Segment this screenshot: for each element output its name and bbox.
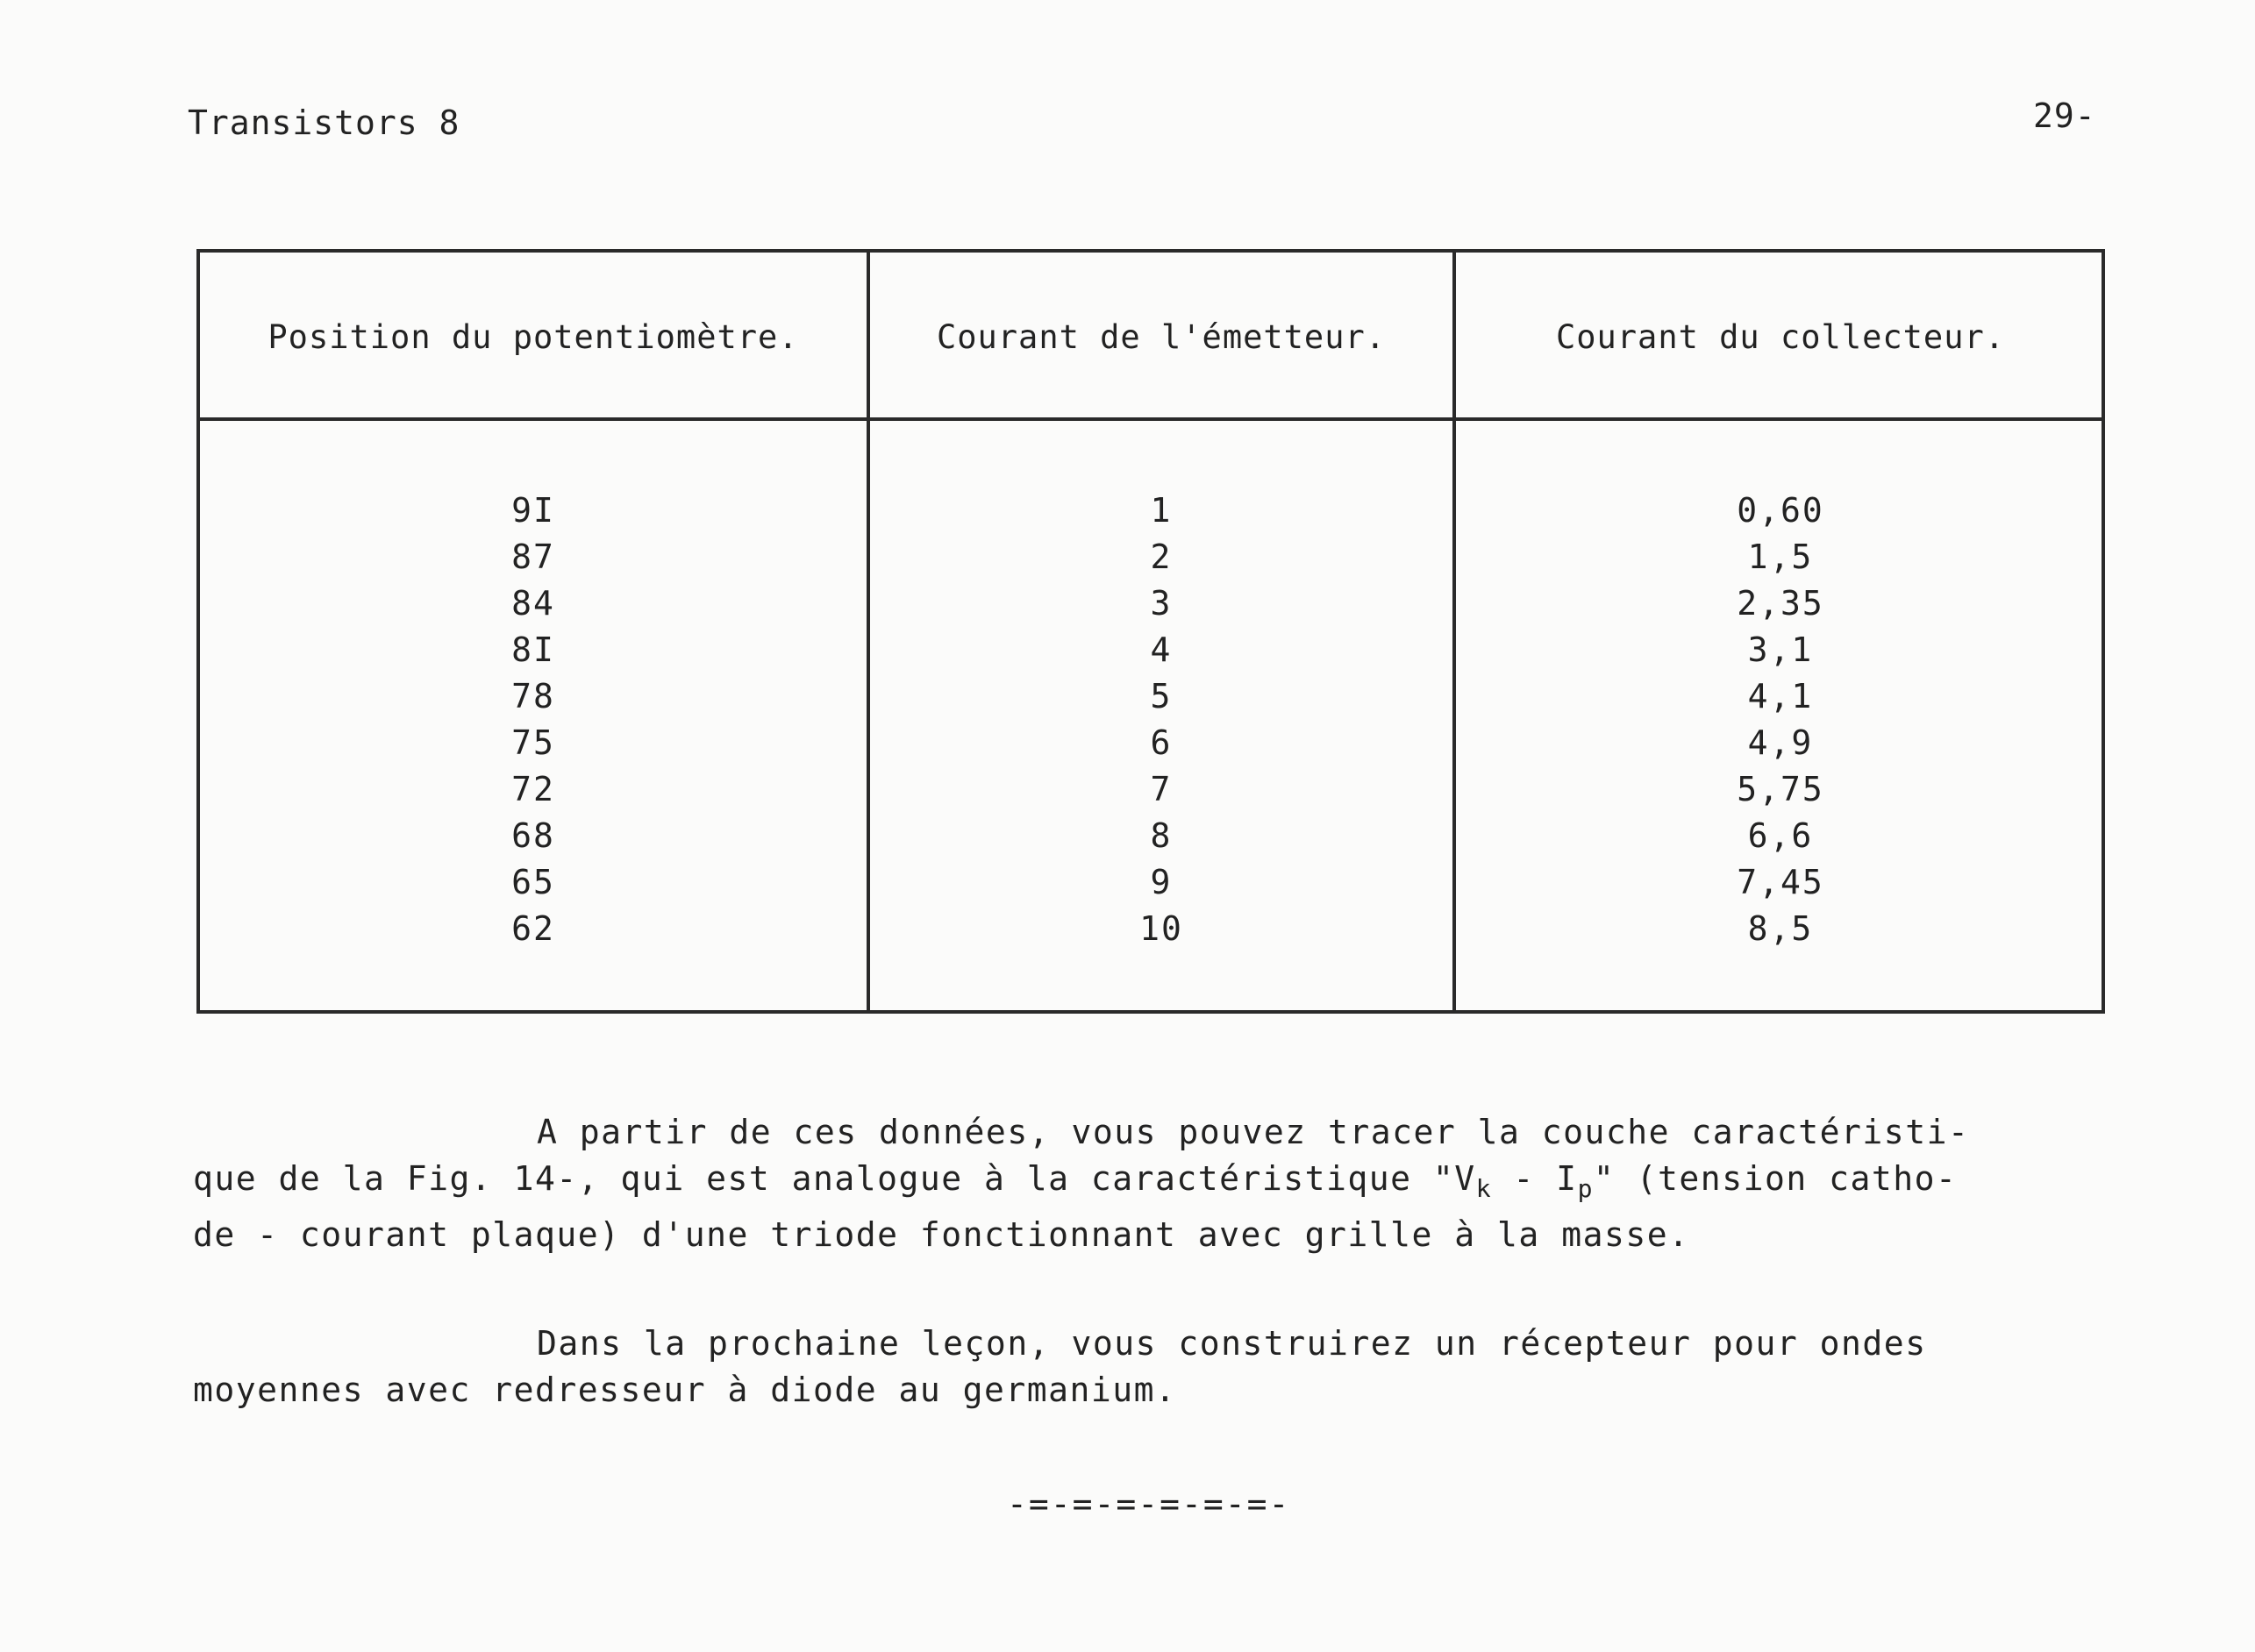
paragraph-line: de - courant plaque) d'une triode fonctionnant avec grille à la masse. — [193, 1215, 1690, 1254]
table-cell: 72 — [511, 770, 555, 808]
table-cell: 2 — [1150, 538, 1173, 576]
table-cell: 3 — [1150, 584, 1173, 623]
table-cell: 4,1 — [1747, 677, 1814, 716]
paragraph-line: Dans la prochaine leçon, vous construirez un récepteur pour ondes — [537, 1324, 1927, 1363]
measurement-table — [196, 249, 2105, 1014]
table-cell: 62 — [511, 909, 555, 948]
table-cell: 75 — [511, 723, 555, 762]
table-header-row — [200, 253, 2102, 421]
table-cell: 7 — [1150, 770, 1173, 808]
table-cell: 3,1 — [1747, 630, 1814, 669]
table-cell: 1 — [1150, 491, 1173, 530]
column-position — [200, 488, 867, 952]
table-cell: 6,6 — [1747, 816, 1814, 855]
paragraph-line: que de la Fig. 14-, qui est analogue à la caractéristique "$V_k - I_p$" (tension catho- — [193, 1159, 1958, 1203]
table-cell: 5,75 — [1737, 770, 1824, 808]
table-cell: 6 — [1150, 723, 1173, 762]
header-emetteur: Courant de l'émetteur. — [936, 317, 1387, 356]
table-cell: 5 — [1150, 677, 1173, 716]
column-emetteur — [870, 488, 1452, 952]
paragraph-line: A partir de ces données, vous pouvez tracer la couche caractéristi- — [537, 1113, 1970, 1151]
document-title: Transistors 8 — [188, 103, 460, 142]
section-separator: -=-=-=-=-=-=- — [1007, 1485, 1291, 1523]
table-cell: 87 — [511, 538, 555, 576]
table-cell: 7,45 — [1737, 863, 1824, 901]
table-cell: 8 — [1150, 816, 1173, 855]
table-cell: 1,5 — [1747, 538, 1814, 576]
table-cell: 8I — [511, 630, 555, 669]
table-cell: 2,35 — [1737, 584, 1824, 623]
table-cell: 4,9 — [1747, 723, 1814, 762]
header-position: Position du potentiomètre. — [268, 317, 799, 356]
table-cell: 65 — [511, 863, 555, 901]
table-cell: 8,5 — [1747, 909, 1814, 948]
table-cell: 4 — [1150, 630, 1173, 669]
table-cell: 9 — [1150, 863, 1173, 901]
table-cell: 0,60 — [1737, 491, 1824, 530]
column-collecteur — [1456, 488, 2105, 952]
table-cell: 10 — [1139, 909, 1183, 948]
table-cell: 84 — [511, 584, 555, 623]
paragraph-characteristic — [193, 1109, 2123, 1258]
page-number: 29- — [2033, 96, 2096, 135]
table-cell: 9I — [511, 491, 555, 530]
header-collecteur: Courant du collecteur. — [1555, 317, 2006, 356]
paragraph-line: moyennes avec redresseur à diode au germanium. — [193, 1371, 1177, 1409]
table-cell: 68 — [511, 816, 555, 855]
table-cell: 78 — [511, 677, 555, 716]
paragraph-next-lesson — [193, 1321, 2123, 1413]
